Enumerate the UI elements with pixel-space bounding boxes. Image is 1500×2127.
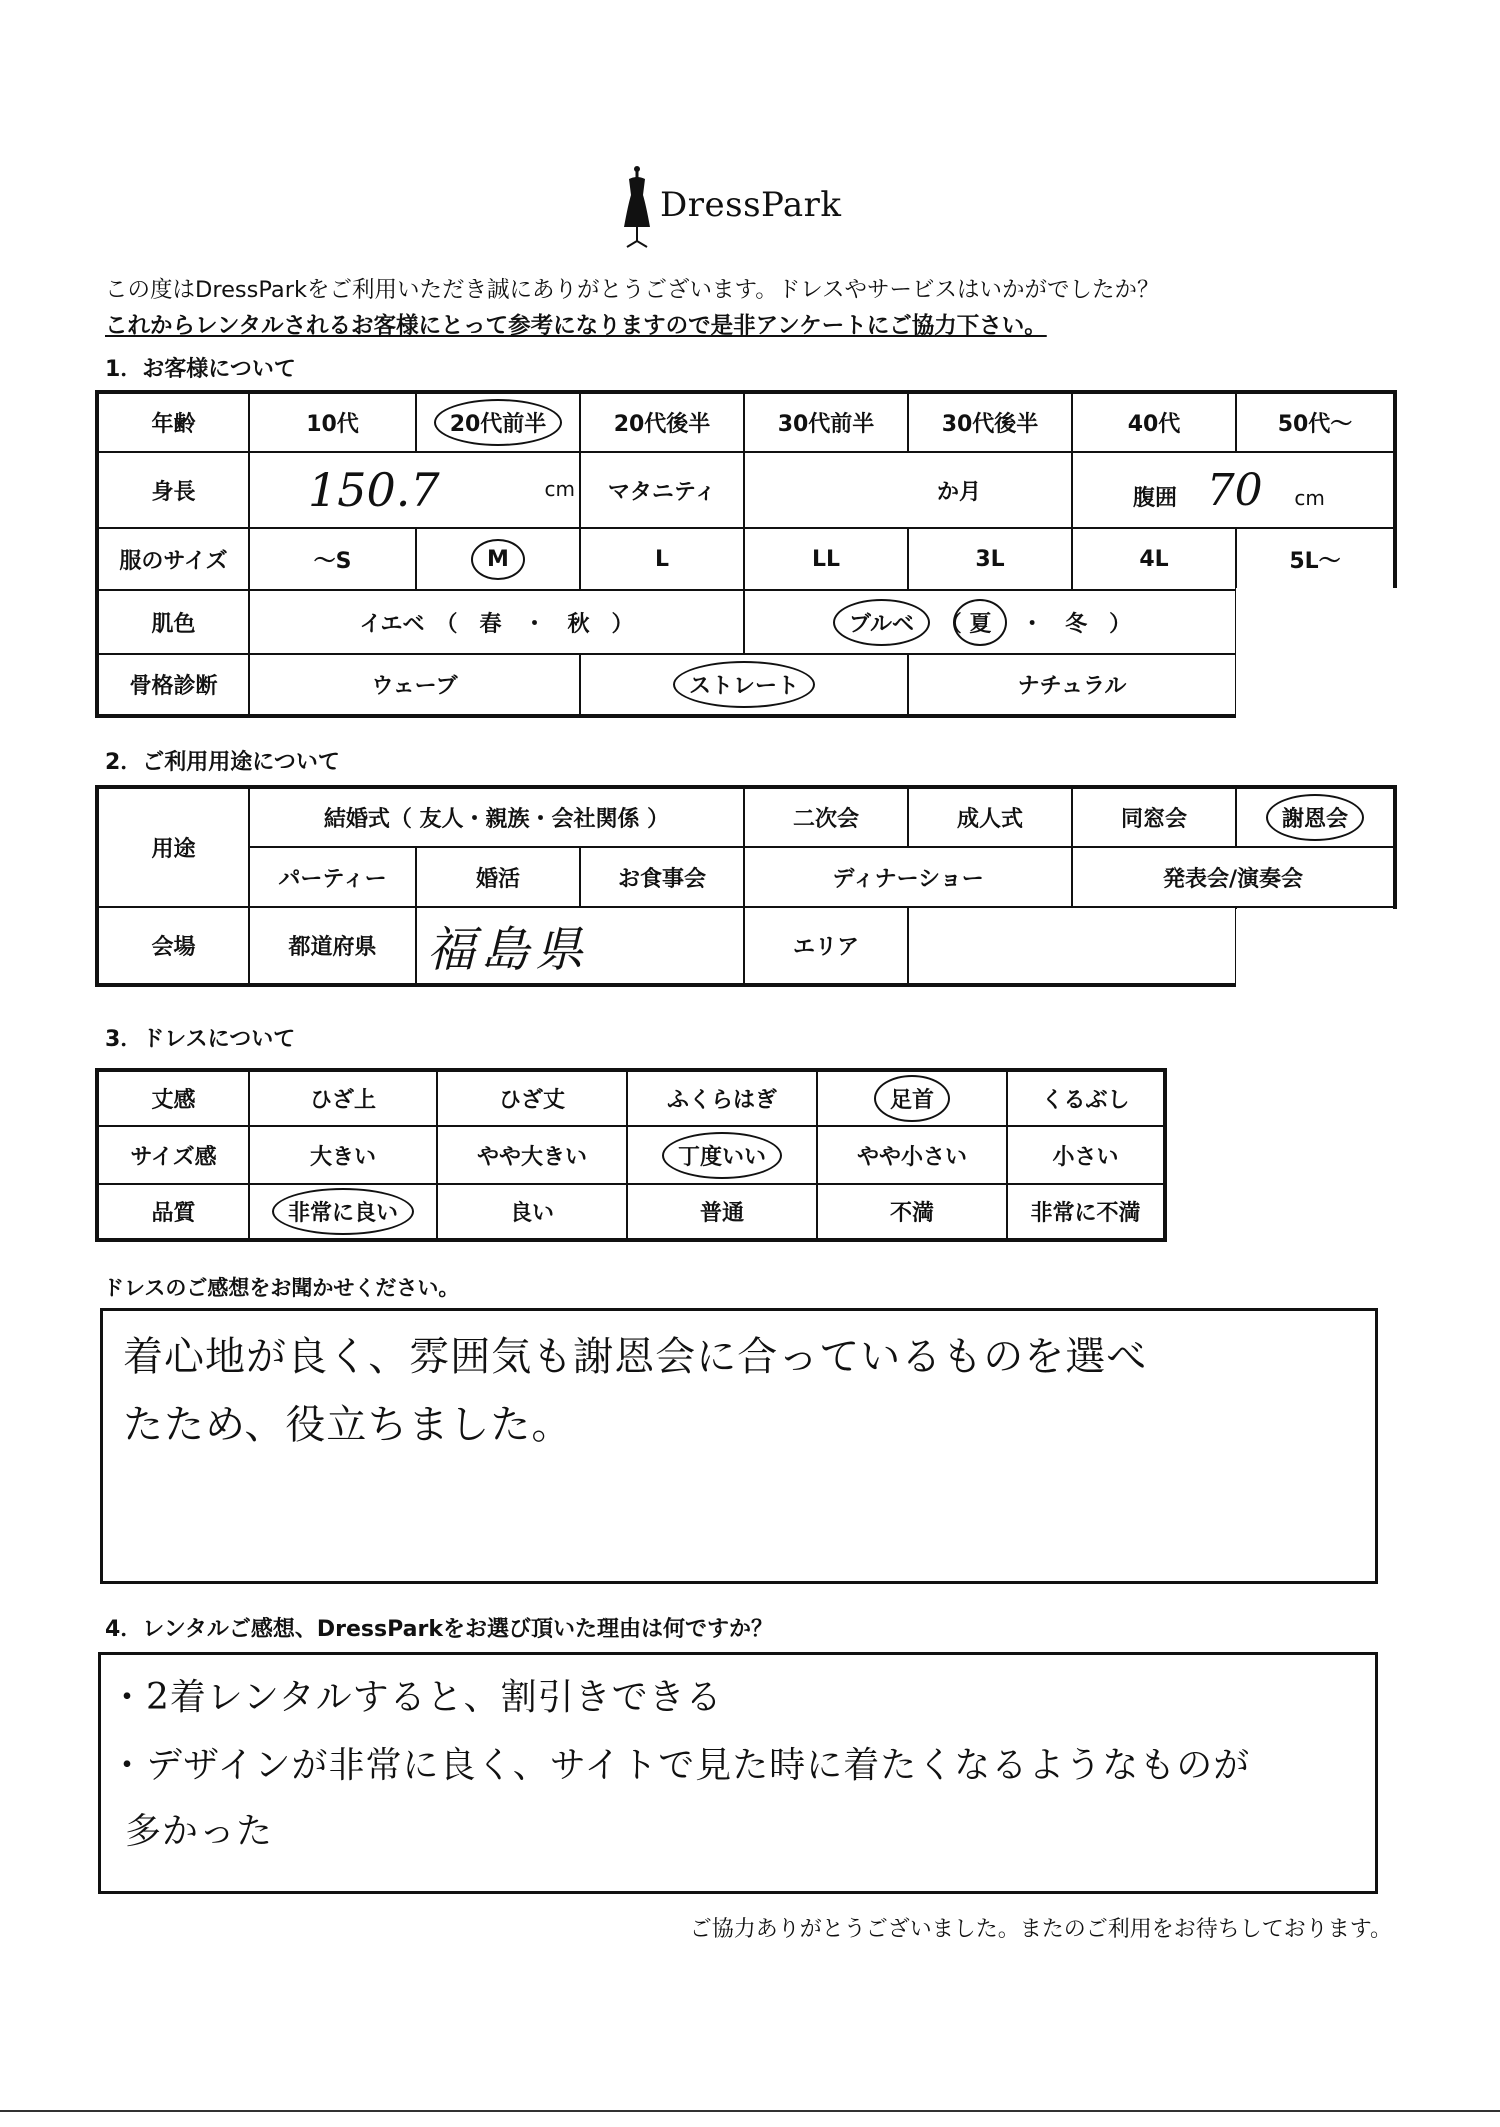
- venue-row: [97, 907, 1395, 985]
- age-option[interactable]: 20代後半: [580, 392, 744, 452]
- skin-paren: （: [939, 611, 962, 637]
- height-field[interactable]: [249, 452, 580, 528]
- size-option[interactable]: 3L: [908, 528, 1072, 590]
- table-notch: [1236, 909, 1402, 994]
- footer-rule: [0, 2110, 1500, 2112]
- area-field[interactable]: [908, 907, 1236, 985]
- waist-field[interactable]: [1072, 452, 1395, 528]
- length-option[interactable]: ひざ上: [249, 1070, 437, 1126]
- selected-circle: ストレート: [689, 669, 799, 700]
- length-option[interactable]: ひざ丈: [437, 1070, 627, 1126]
- fit-option[interactable]: 小さい: [1007, 1126, 1165, 1184]
- purpose-row-1: [97, 787, 1395, 847]
- maternity-months[interactable]: か月: [744, 452, 1072, 528]
- fit-option-selected[interactable]: [627, 1126, 817, 1184]
- frame-option-selected[interactable]: [580, 654, 908, 716]
- fit-label: サイズ感: [97, 1126, 249, 1184]
- quality-option[interactable]: 非常に不満: [1007, 1184, 1165, 1240]
- skin-winter: ・ 冬 ）: [1021, 611, 1132, 637]
- quality-option[interactable]: 普通: [627, 1184, 817, 1240]
- purpose-option[interactable]: 婚活: [416, 847, 580, 907]
- length-label: 丈感: [97, 1070, 249, 1126]
- quality-option[interactable]: 不満: [817, 1184, 1007, 1240]
- size-option[interactable]: LL: [744, 528, 908, 590]
- purpose-label: 用途: [97, 787, 249, 907]
- age-option[interactable]: 30代後半: [908, 392, 1072, 452]
- skin-row: [97, 590, 1395, 654]
- purpose-option[interactable]: 成人式: [908, 787, 1072, 847]
- section4-title: 4．レンタルご感想、DressParkをお選び頂いた理由は何ですか？: [105, 1617, 773, 1642]
- reason-answer-box[interactable]: [98, 1652, 1378, 1894]
- selected-circle: 非常に良い: [288, 1196, 398, 1227]
- purpose-option-selected[interactable]: [1236, 787, 1395, 847]
- waist-label: 腹囲: [1133, 485, 1178, 511]
- age-option[interactable]: 40代: [1072, 392, 1236, 452]
- purpose-row-2: [97, 847, 1395, 907]
- frame-row: [97, 654, 1395, 716]
- usage-table: [95, 785, 1397, 987]
- purpose-option[interactable]: 発表会/演奏会: [1072, 847, 1395, 907]
- fit-option[interactable]: やや小さい: [817, 1126, 1007, 1184]
- size-row: [97, 528, 1395, 590]
- maternity-label: マタニティ: [580, 452, 744, 528]
- age-label: 年齢: [97, 392, 249, 452]
- answer-line-1: ・2着レンタルすると、割引きできる: [109, 1677, 723, 1718]
- section1-title: 1．お客様について: [105, 357, 296, 382]
- quality-option[interactable]: 良い: [437, 1184, 627, 1240]
- age-row: [97, 392, 1395, 452]
- size-option[interactable]: ～S: [249, 528, 416, 590]
- size-option[interactable]: 4L: [1072, 528, 1236, 590]
- comment-line-2: たため、役立ちました。: [123, 1402, 573, 1448]
- dress-form-icon: [620, 165, 654, 251]
- closing-message: ご協力ありがとうございました。またのご利用をお待ちしております。: [689, 1917, 1392, 1942]
- answer-line-2: ・デザインが非常に良く、サイトで見た時に着たくなるようなものが: [109, 1745, 1251, 1786]
- logo-wordmark: DressPark: [660, 185, 842, 225]
- intro-line-1: この度はDressParkをご利用いただき誠にありがとうございます。ドレスやサービスはいかがでしたか？: [105, 277, 1160, 303]
- frame-option[interactable]: ナチュラル: [908, 654, 1236, 716]
- dress-comment-box[interactable]: [100, 1308, 1378, 1584]
- selected-circle: 丁度いい: [678, 1140, 766, 1171]
- skin-label: 肌色: [97, 590, 249, 654]
- area-label: エリア: [744, 907, 908, 985]
- pref-field[interactable]: [416, 907, 744, 985]
- selected-circle: 足首: [890, 1083, 934, 1114]
- size-label: 服のサイズ: [97, 528, 249, 590]
- height-value: 150.7: [308, 463, 440, 517]
- length-option-selected[interactable]: [817, 1070, 1007, 1126]
- quality-row: [97, 1184, 1165, 1240]
- purpose-option[interactable]: 二次会: [744, 787, 908, 847]
- skin-blue-option[interactable]: [744, 590, 1236, 654]
- answer-line-3: 多かった: [125, 1811, 274, 1852]
- frame-option[interactable]: ウェーブ: [249, 654, 580, 716]
- selected-circle: 謝恩会: [1282, 802, 1348, 833]
- dresspark-logo: [620, 165, 880, 255]
- intro-line-2: これからレンタルされるお客様にとって参考になりますので是非アンケートにご協力下さい。: [105, 313, 1047, 339]
- selected-circle: 夏: [969, 607, 991, 638]
- purpose-option[interactable]: お食事会: [580, 847, 744, 907]
- fit-row: [97, 1126, 1165, 1184]
- purpose-option[interactable]: ディナーショー: [744, 847, 1072, 907]
- pref-value: 福島県: [427, 922, 590, 978]
- fit-option[interactable]: やや大きい: [437, 1126, 627, 1184]
- purpose-option[interactable]: パーティー: [249, 847, 416, 907]
- quality-label: 品質: [97, 1184, 249, 1240]
- length-option[interactable]: くるぶし: [1007, 1070, 1165, 1126]
- size-option[interactable]: 5L～: [1236, 528, 1395, 590]
- comment-prompt: ドレスのご感想をお聞かせください。: [103, 1276, 460, 1300]
- age-option[interactable]: 10代: [249, 392, 416, 452]
- age-option-selected[interactable]: [416, 392, 580, 452]
- age-option[interactable]: 30代前半: [744, 392, 908, 452]
- waist-value: 70: [1206, 464, 1263, 516]
- pref-label: 都道府県: [249, 907, 416, 985]
- length-option[interactable]: ふくらはぎ: [627, 1070, 817, 1126]
- selected-circle: 20代前半: [450, 407, 547, 438]
- purpose-option[interactable]: 同窓会: [1072, 787, 1236, 847]
- selected-circle: M: [487, 546, 509, 572]
- frame-label: 骨格診断: [97, 654, 249, 716]
- height-label: 身長: [97, 452, 249, 528]
- length-row: [97, 1070, 1165, 1126]
- skin-yellow-option[interactable]: イエベ （ 春 ・ 秋 ）: [249, 590, 744, 654]
- selected-circle: ブルベ: [849, 607, 914, 638]
- height-unit: cm: [544, 477, 575, 501]
- customer-table: [95, 390, 1397, 718]
- size-option[interactable]: L: [580, 528, 744, 590]
- size-option-selected[interactable]: [416, 528, 580, 590]
- table-notch: [1236, 588, 1402, 722]
- age-option[interactable]: 50代～: [1236, 392, 1395, 452]
- purpose-option[interactable]: 結婚式（ 友人・親族・会社関係 ）: [249, 787, 744, 847]
- venue-label: 会場: [97, 907, 249, 985]
- section3-title: 3．ドレスについて: [105, 1027, 296, 1052]
- waist-unit: cm: [1294, 485, 1325, 510]
- section2-title: 2．ご利用用途について: [105, 750, 340, 775]
- height-row: [97, 452, 1395, 528]
- comment-line-1: 着心地が良く、雰囲気も謝恩会に合っているものを選べ: [123, 1334, 1148, 1380]
- quality-option-selected[interactable]: [249, 1184, 437, 1240]
- fit-option[interactable]: 大きい: [249, 1126, 437, 1184]
- dress-table: [95, 1068, 1167, 1242]
